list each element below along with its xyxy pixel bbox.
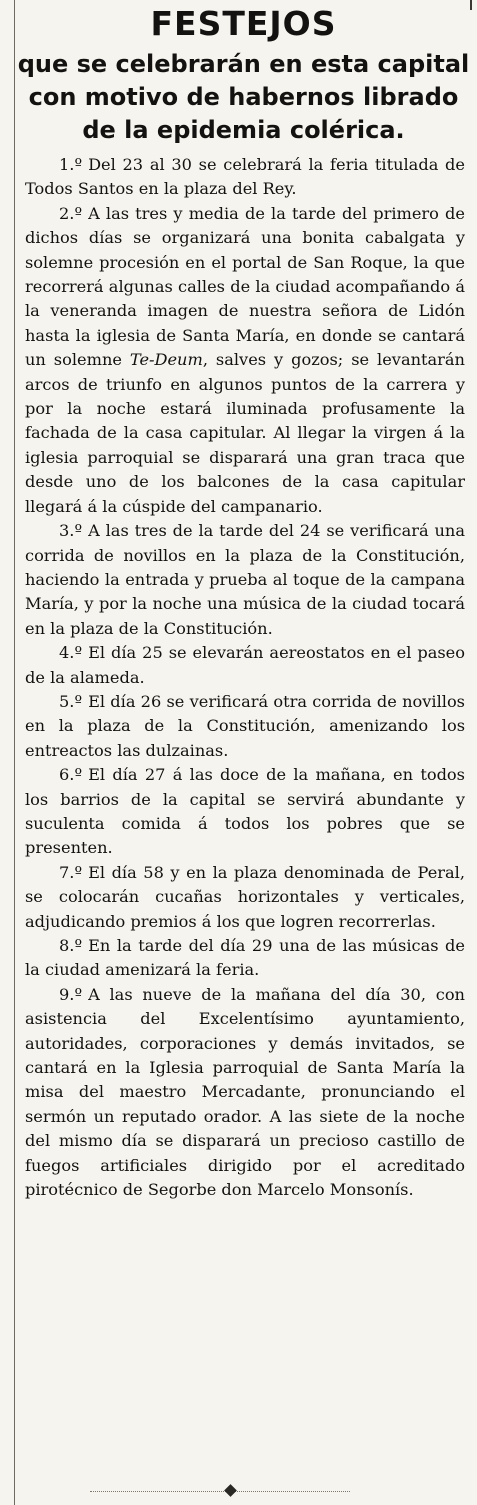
item-text-italic: Te-Deum [129,350,203,370]
item-number: 1.º [59,155,83,174]
item-text: A las tres y media de la tarde del primero de dichos días se organizará una bonita cabalgata y solemne procesión en el portal de San Roque, la que recorrerá algunas calles de la ciudad acompañando á la veneranda imagen de nuestra señora de Lidón hasta la iglesia de Santa María, en donde se cantará un solemne [25,203,465,370]
item-text-continued: , salves y gozos; se levantarán arcos de triunfo en algunos puntos de la carrera y por la noche estará iluminada profusamente la fachada de la casa capitular. Al llegar la virgen á la iglesia parroquial se disparará una gran traca que desde uno de los balcones de la casa capitular llegará á la cúspide del campanario. [25,350,465,516]
item-text: El día 25 se elevarán aereostatos en el paseo de la alameda. [25,643,465,687]
item-number: 3.º [59,521,83,541]
list-item-8 [25,934,465,983]
item-text: El día 26 se verificará otra corrida de novillos en la plaza de la Constitución, amenizando los entreactos las dulzainas. [25,691,465,760]
list-item-3 [25,519,465,641]
item-text: A las tres de la tarde del 24 se verificará una corrida de novillos en la plaza de la Constitución, haciendo la entrada y prueba al toque de la campana María, y por la noche una música de la ciudad tocará en la plaza de la Constitución. [25,521,465,638]
item-text: A las nueve de la mañana del día 30, con asistencia del Excelentísimo ayuntamiento, autoridades, corporaciones y demás invitados, se cantará en la Iglesia parroquial de Santa María la misa del maestro Mercadante, pronunciando el sermón un reputado orador. A las siete de la noche del mismo día se disparará un precioso castillo de fuegos artificiales dirigido por el acreditado pirotécnico de Segorbe don Marcelo Monsonís. [25,984,465,1200]
item-number: 8.º [59,936,83,955]
list-item-6 [25,763,465,861]
subheading-line-1: que se celebrarán en esta capital [17,50,470,78]
item-text: Del 23 al 30 se celebrará la feria titulada de Todos Santos en la plaza del Rey. [25,155,465,199]
item-number: 7.º [59,862,83,882]
list-item-4 [25,641,465,690]
item-text: El día 58 y en la plaza denominada de Peral, se colocarán cucañas horizontales y verticales, adjudicando premios á los que logren recorrerlas. [25,862,465,931]
item-number: 6.º [59,765,83,785]
list-item-1 [25,153,465,202]
footer-divider [90,1491,350,1492]
article-heading: FESTEJOS [150,4,337,43]
article-body [25,153,465,1202]
item-text: En la tarde del día 29 una de las músicas de la ciudad amenizará la feria. [25,936,465,980]
list-item-7 [25,861,465,934]
article-subheading [15,48,472,147]
item-number: 4.º [59,643,83,663]
subheading-line-3: de la epidemia colérica. [82,116,405,144]
item-number: 9.º [59,984,83,1004]
list-item-5 [25,690,465,763]
list-item-9 [25,983,465,1203]
subheading-line-2: con motivo de habernos librado [28,83,459,111]
item-text: El día 27 á las doce de la mañana, en todos los barrios de la capital se servirá abundante y suculenta comida á todos los pobres que se presenten. [25,765,465,858]
newspaper-column [14,0,472,1505]
list-item-2 [25,202,465,519]
item-number: 5.º [59,691,83,711]
item-number: 2.º [59,203,83,223]
